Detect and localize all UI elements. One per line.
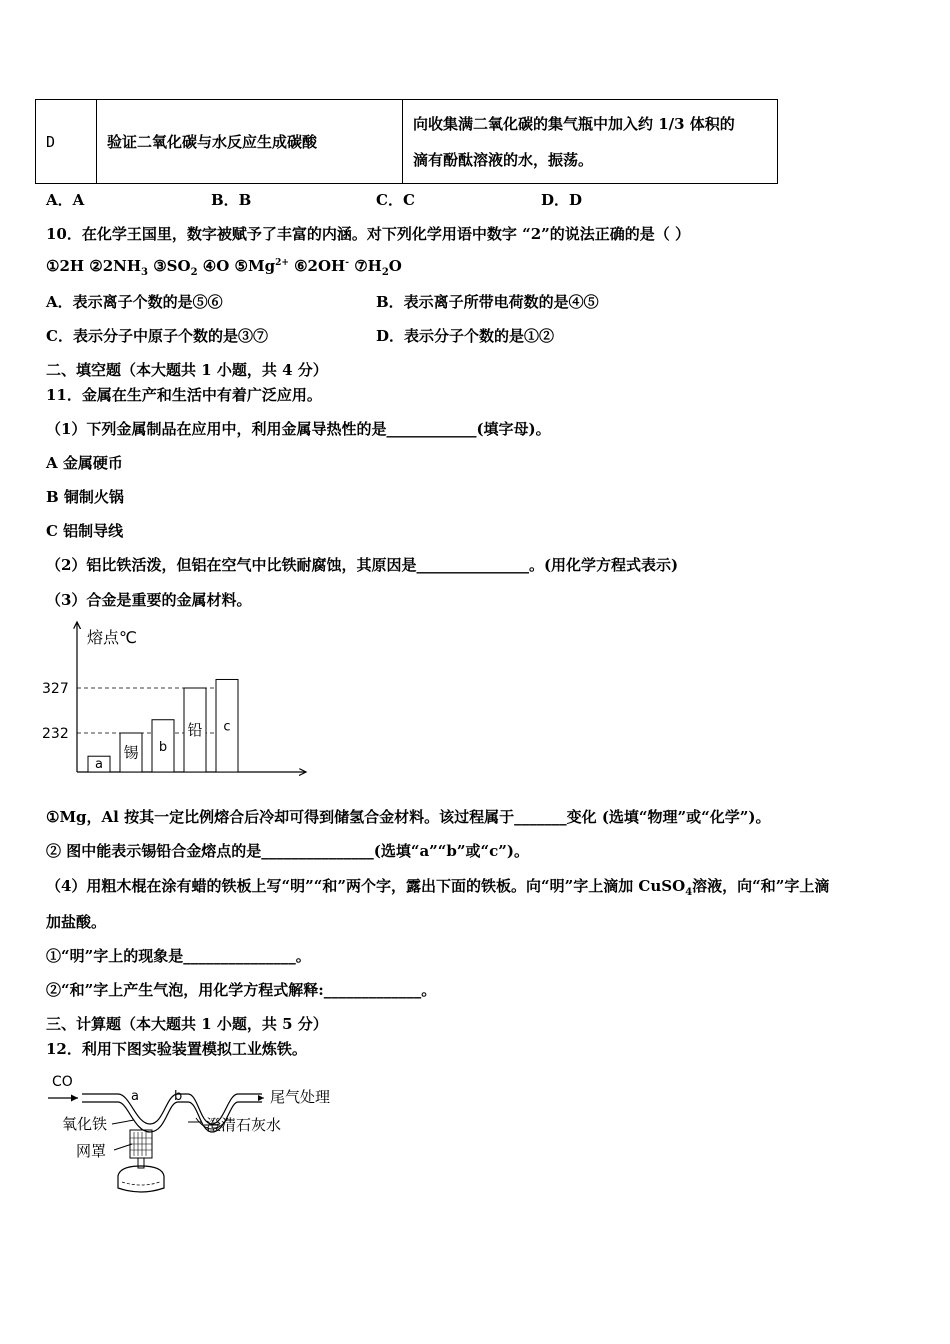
question-10-stem: 10．在化学王国里，数字被赋予了丰富的内涵。对下列化学用语中数字 “2”的说法正确的是（ ） [46,225,691,243]
question-12-stem: 12．利用下图实验装置模拟工业炼铁。 [46,1040,307,1058]
operation-line: 向收集满二氧化碳的集气瓶中加入约 1/3 体积的 [413,114,735,133]
question-11-stem: 11．金属在生产和生活中有着广泛应用。 [46,386,322,404]
q11-part3-q1: ①Mg，Al 按其一定比例熔合后冷却可得到储氢合金材料。该过程属于_______变化 (选填“物理”或“化学”)。 [46,808,771,826]
melting-point-chart [40,618,320,784]
q11-part4-q2: ②“和”字上产生气泡，用化学方程式解释:_____________。 [46,981,437,999]
experiment-purpose: 验证二氧化碳与水反应生成碳酸 [97,100,403,184]
bar-label: c [223,719,231,735]
bar-label: a [95,757,103,772]
formula-text: ④O ⑤Mg [197,257,276,275]
q11-part4-text: （4）用粗木棍在涂有蜡的铁板上写“明”“和”两个字，露出下面的铁板。向“明”字上滴加 CuSO [46,877,686,895]
bar-label: 锡 [123,743,139,762]
choice-d: D．D [541,191,583,209]
choice-b: B．B [211,191,252,209]
formula-sub: 2 [190,267,198,278]
q11-part3: （3）合金是重要的金属材料。 [46,591,252,609]
choice-c: C．C [376,191,415,209]
formula-text: ①2H ②2NH [46,257,142,275]
alcohol-lamp [118,1166,164,1192]
gauze-mesh [130,1132,152,1156]
formula-text: ⑦H [348,257,382,275]
q11-part1-option: B 铜制火锅 [46,488,124,506]
formula-text: O [388,257,402,275]
operation-line: 滴有酚酞溶液的水，振荡。 [413,150,594,169]
y-axis-label: 熔点℃ [87,628,137,647]
section-heading: 三、计算题（本大题共 1 小题，共 5 分） [46,1015,328,1033]
table-row [36,100,778,184]
q11-part4-q1: ①“明”字上的现象是_______________。 [46,947,311,965]
formula-sub: 4 [685,887,693,898]
formula-sup: 2+ [275,258,289,268]
label-b: b [174,1089,183,1104]
gauze-label: 网罩 [76,1142,107,1160]
q11-part4-text: 溶液，向“和”字上滴 [692,877,830,895]
choice-a: A．A [46,191,85,209]
formula-sub: 3 [141,267,149,278]
y-tick-label: 327 [42,681,69,697]
q10-option-d: D．表示分子个数的是①② [376,327,555,345]
q11-part3-q2: ② 图中能表示锡铅合金熔点的是_______________(选填“a”“b”或“c”)。 [46,842,530,860]
option-letter: D [36,100,97,184]
question-10-formulas [46,257,402,278]
formula-text: ⑥2OH [288,257,346,275]
section-heading: 二、填空题（本大题共 1 小题，共 4 分） [46,361,328,379]
experiment-operation [403,100,778,184]
co-label: CO [52,1074,73,1090]
q11-part4 [46,875,829,898]
q11-part1: （1）下列金属制品在应用中，利用金属导热性的是____________(填字母)。 [46,420,551,438]
bar-label: b [158,739,168,755]
q10-option-b: B．表示离子所带电荷数的是④⑤ [376,293,599,311]
q11-part1-option: C 铝制导线 [46,522,124,540]
q11-part2: （2）铝比铁活泼，但铝在空气中比铁耐腐蚀，其原因是_______________。(用化学方程式表示) [46,556,679,574]
iron-oxide-label: 氧化铁 [62,1115,108,1133]
q10-option-c: C．表示分子中原子个数的是③⑦ [46,327,268,345]
q11-part4-line2: 加盐酸。 [46,913,107,931]
iron-oxide-pointer [112,1120,134,1124]
formula-sub: 2 [381,267,389,278]
formula-text: ③SO [148,257,191,275]
lamp-liquid [122,1182,160,1185]
q10-option-a: A．表示离子个数的是⑤⑥ [46,293,223,311]
formula-sup: - [345,258,349,268]
gauze-pointer [114,1144,132,1150]
q11-part1-option: A 金属硬币 [46,454,123,472]
label-a: a [131,1089,139,1104]
bar-label: 铅 [187,721,203,739]
y-tick-label: 232 [42,726,69,742]
iron-smelting-apparatus [48,1068,348,1203]
tail-gas-label: 尾气处理 [270,1088,331,1106]
experiment-table [35,99,778,184]
limewater-label: 澄清石灰水 [206,1116,282,1134]
